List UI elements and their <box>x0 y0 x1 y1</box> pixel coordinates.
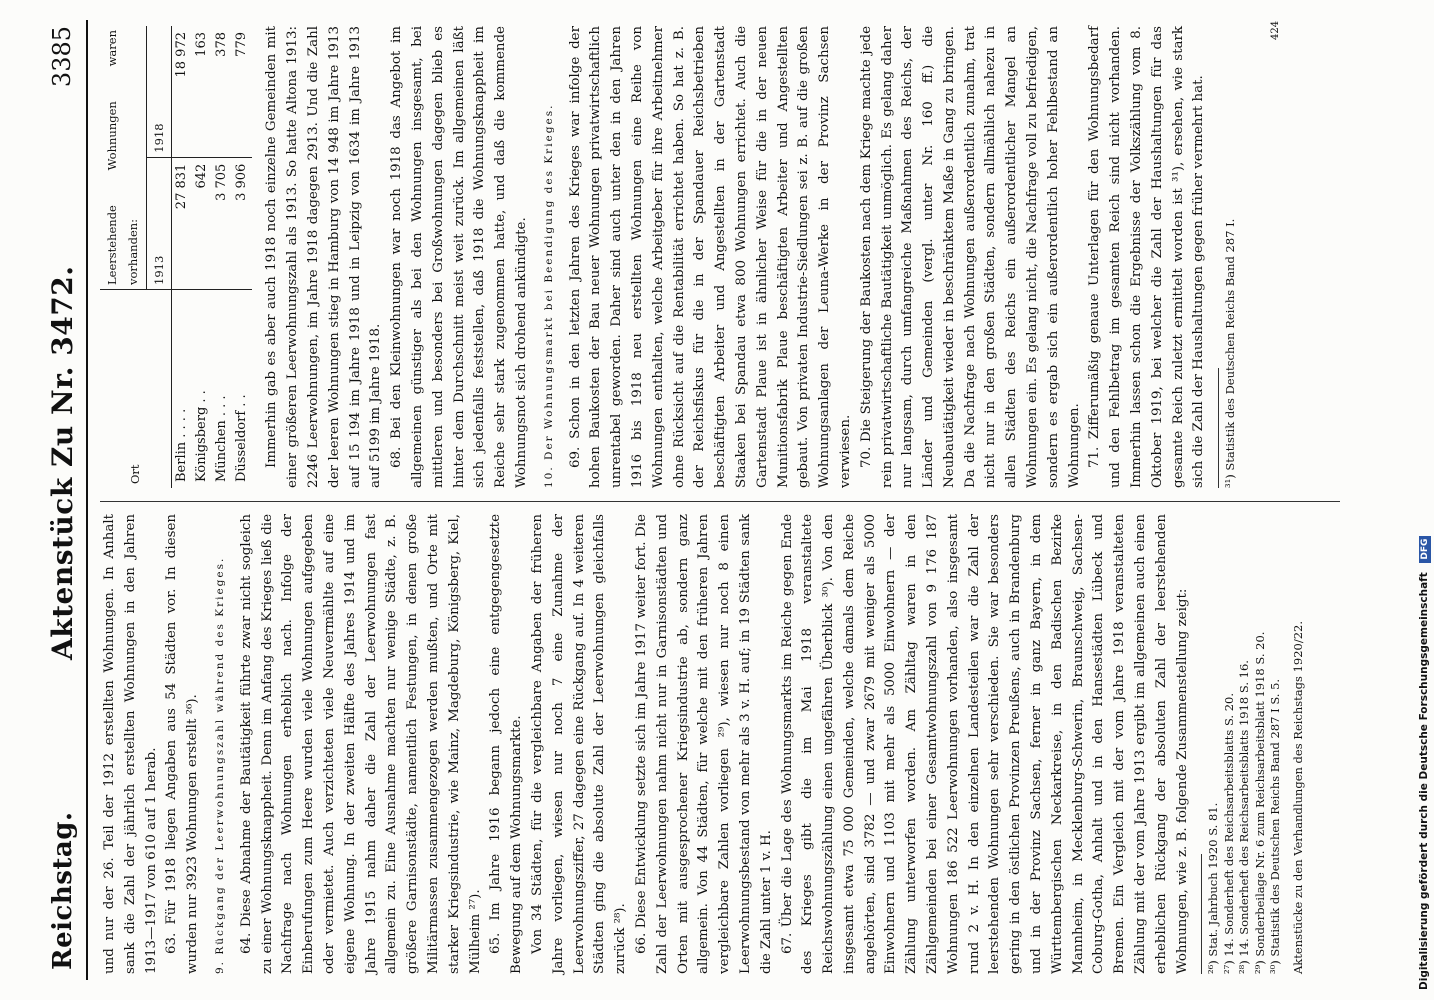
footnote-rule <box>1218 368 1219 488</box>
paragraph-70: 70. Die Steigerung der Baukosten nach dem Kriege machte jede rein privatwirtschaftliche Bautätigkeit unmöglich. Es gelang daher nur langsam, durch umfangreiche Maßnahmen des Reichs, der Länder und Gemeinden (vergl. unter Nr. 160 ff.) die Neubautätigkeit wieder in beschränktem Maße in Gang zu bringen. Da die Nachfrage nach Wohnungen außerordentlich zunahm, trat nicht nur in den großen Städten, sondern allmählich nahezu in allen Städten des Reichs ein außerordentlicher Mangel an Wohnungen ein. Es gelang nicht, die Nachfrage voll zu befriedigen, sondern es ergab sich ein außerordentlich hoher Fehlbestand an Wohnungen. <box>858 26 1082 488</box>
section-heading-9: 9. Rückgang der Leerwohnungszahl während des Krieges. <box>213 556 226 974</box>
vacancy-table <box>100 26 252 488</box>
page-header <box>42 20 88 980</box>
page-number: 3385 <box>48 26 76 88</box>
table-cell-city: Düsseldorf . . <box>232 290 252 489</box>
left-column <box>100 514 1309 974</box>
sheet-signature: 424 <box>1270 20 1281 40</box>
table-row <box>172 26 193 488</box>
header-title: Aktenstück Zu Nr. 3472. <box>46 265 79 660</box>
paragraph-66: 66. Diese Entwicklung setzte sich im Jahre 1917 weiter fort. Die Zahl der Leerwohnungen nahm nicht nur in Garnisonstädten und Orten mit ausgesprochener Kriegsindustrie ab, sondern ganz allgemein. Von 44 Städten, für welche mit den früheren Jahren vergleichbare Zahlen vorliegen ²⁹), wiesen nur noch 8 einen Leerwohnungsbestand von mehr als 3 v. H. auf; in 19 Städten sank die Zahl unter 1 v. H. <box>633 514 774 974</box>
table-cell-1913: 642 <box>192 157 212 289</box>
table-cell-1913: 3 906 <box>232 157 252 289</box>
table-row <box>212 26 232 488</box>
footnote: ³¹) Statistik des Deutschen Reichs Band 287 I. <box>1223 218 1238 488</box>
footnote: ²⁹) Sonderbeilage Nr. 6 zum Reichsarbeitsblatt 1918 S. 20. <box>1252 631 1267 974</box>
paragraph-71: 71. Zifferumäßig genaue Unterlagen für den Wohnungsbedarf und den Fehlbetrag im gesamten Reich sind nicht vorhanden. Immerhin lassen schon die Ergebnisse der Volkszählung vom 8. Oktober 1919, bei welcher die Zahl der Haushaltungen für das gesamte Reich zuletzt ermittelt worden ist ³¹), ersehen, wie stark sich die Zahl der Haushaltungen gegen früher vermehrt hat. <box>1087 26 1207 488</box>
table-cell-1918: 378 <box>212 26 232 157</box>
table-cell-1918: 163 <box>192 26 212 157</box>
column-divider <box>100 501 1340 502</box>
header-left: Reichstag. <box>48 811 78 970</box>
paragraph-67: 67. Über die Lage des Wohnungsmarkts im Reiche gegen Ende des Krieges gibt die im Mai 1918 veranstaltete Reichswohnungszählung einen ungefähren Überblick ³⁰). Von den insgesamt etwa 75 000 Gemeinden, welche damals dem Reiche angehörten, sind 3782 — und zwar 2679 mit weniger als 5000 Einwohnern und 1103 mit mehr als 5000 Einwohnern — der Zählung unterworfen worden. Am Zähltag waren in den Zählgemeinden bei einer Gesamtwohnungszahl von 9 176 187 Wohnungen 186 522 Leerwohnungen vorhanden, also insgesamt rund 2 v. H. In den einzelnen Landesteilen war die Zahl der leerstehenden Wohnungen sehr verschieden. Sie war besonders gering in den östlichen Provinzen Preußens, auch in Brandenburg und in der Provinz Sachsen, ferner in ganz Bayern, in dem Württembergischen Neckarkreise, in den Badischen Bezirke Mannheim, in Mecklenburg-Schwerin, Braunschweig, Sachsen-Coburg-Gotha, Anhalt und in den Hansestädten Lübeck und Bremen. Ein Vergleich mit der vom Jahre 1918 veranstalteten Zählung mit der vom Jahre 1913 ergibt im allgemeinen auch einen erheblichen Rückgang der absoluten Zahl der leerstehenden Wohnungen, wie z. B. folgende Zusammenstellung zeigt: <box>779 514 1190 974</box>
dfg-logo: DFG <box>1419 536 1431 563</box>
table-row <box>192 26 212 488</box>
paragraph-65a: 65. Im Jahre 1916 begann jedoch eine entgegengesetzte Bewegung auf dem Wohnungsmarkte. <box>488 514 525 974</box>
section-heading-10: 10. Der Wohnungsmarkt bei Beendigung des Krieges. <box>542 103 555 488</box>
footnote: ³⁰) Statistik des Deutschen Reichs Band 287 I S. 5. <box>1268 678 1283 974</box>
table-header-1913: 1913 <box>146 157 172 289</box>
table-cell-1918: 18 972 <box>172 26 193 157</box>
right-column <box>100 26 1239 488</box>
footnote: ²⁶) Stat. Jahrbuch 1920 S. 81. <box>1206 802 1221 974</box>
table-header-1918: 1918 <box>146 26 172 157</box>
digitization-note-text: Digitalisierung gefördert durch die Deutsche Forschungsgemeinschaft <box>1418 572 1430 990</box>
table-row <box>232 26 252 488</box>
table-header-ort: Ort <box>100 290 172 489</box>
paragraph-after-table: Immerhin gab es aber auch 1918 noch einzelne Gemeinden mit einer größeren Leerwohnungszahl als 1913. So hatte Altona 1913: 2246 Leerwohnungen, im Jahre 1918 dagegen 2913. Und die Zahl der leeren Wohnungen stieg in Hamburg von 14 948 im Jahre 1913 auf 15 194 im Jahre 1918 und in Leipzig von 1634 im Jahre 1913 auf 5199 im Jahre 1918. <box>264 26 384 488</box>
table-cell-1913: 3 705 <box>212 157 232 289</box>
paragraph-69: 69. Schon in den letzten Jahren des Krieges war infolge der hohen Baukosten der Bau neuer Wohnungen privatwirtschaftlich unrentabel geworden. Daher sind auch unter den in den Jahren 1916 bis 1918 neu erstellten Wohnungen eine Reihe von Wohnungen enthalten, welche Arbeitgeber für ihre Arbeitnehmer ohne Rücksicht auf die Rentabilität errichtet haben. So hat z. B. der Reichsfiskus für die in der Spandauer Reichsbetrieben beschäftigten Arbeiter und Angestellten in der Gartenstadt Staaken bei Spandau etwa 800 Wohnungen errichtet. Auch die Gartenstadt Plaue ist in ähnlicher Weise für die in der neuen Munitionsfabrik Plaue beschäftigten Arbeiter und Angestellten gebaut. Von privaten Industrie-Siedlungen sei z. B. auf die großen Wohnungsanlagen der Leuna-Werke in der Provinz Sachsen verwiesen. <box>567 26 853 488</box>
paragraph-64: 64. Diese Abnahme der Bautätigkeit führte zwar nicht sogleich zu einer Wohnungsknappheit. Denn im Anfang des Krieges ließ die Nachfrage nach Wohnungen erheblich nach. Infolge der Einberufungen zum Heere wurden viele Wohnungen aufgegeben oder vermietet. Auch verzichteten viele Neuvermählte auf eine eigene Wohnung. In der zweiten Hälfte des Jahres 1914 und im Jahre 1915 nahm daher die Zahl der Leerwohnungen fast allgemein zu. Eine Ausnahme machten nur wenige Städte, z. B. größere Garnisonstädte, namentlich Festungen, in denen große Militärmassen zusammengezogen werden mußten, und Orte mit starker Kriegsindustrie, wie Mainz, Magdeburg, Königsberg, Kiel, Mülheim ²⁷). <box>238 514 483 974</box>
footnote: ²⁸) 14. Sonderheft des Reichsarbeitsblatts 1918 S. 16. <box>1237 660 1252 974</box>
table-header-group: Leerstehende Wohnungen waren vorhanden: <box>100 26 146 290</box>
paragraph-intro: und nur der 26. Teil der 1912 erstellten Wohnungen. In Anhalt sank die Zahl der jährlich erstellten Wohnungen in den Jahren 1913—1917 von 610 auf 1 herab. <box>102 514 159 974</box>
table-cell-1913: 27 831 <box>172 157 193 289</box>
paragraph-68: 68. Bei den Kleinwohnungen war noch 1918 das Angebot im allgemeinen günstiger als bei den Wohnungen insgesamt, bei mittleren und besonders bei Großwohnungen dagegen blieb es hinter dem Durchschnitt meist weit zurück. Im allgemeinen läßt sich jedenfalls feststellen, daß 1918 die Wohnungsknappheit im Reiche sehr stark zugenommen hatte, und daß die kommende Wohnungsnot sich drohend ankündigte. <box>389 26 529 488</box>
footnote-rule <box>1201 854 1202 974</box>
footnote: ²⁷) 14. Sonderheft des Reichsarbeitsblatts S. 20. <box>1221 692 1236 974</box>
table-cell-1918: 779 <box>232 26 252 157</box>
digitization-note <box>1418 10 1431 990</box>
table-cell-city: München . . . <box>212 290 232 489</box>
paragraph-65b: Von 34 Städten, für die vergleichbare Angaben der früheren Jahre vorliegen, wiesen nur noch 7 eine Zunahme der Leerwohnungsziffer, 27 dagegen eine Rückgang auf. In 4 weiteren Städten ging die absolute Zahl der Leerwohnungen gleichfalls zurück ²⁸). <box>529 514 629 974</box>
paragraph-63: 63. Für 1918 liegen Angaben aus 54 Städten vor. In diesen wurden nur 3923 Wohnungen erstellt ²⁶). <box>164 514 201 974</box>
bottom-note: Aktenstücke zu den Verhandlungen des Reichstags 1920/22. <box>1290 620 1305 974</box>
table-cell-city: Königsberg . . <box>192 290 212 489</box>
rotated-document-page <box>20 20 1390 980</box>
table-cell-city: Berlin . . . . <box>172 290 193 489</box>
